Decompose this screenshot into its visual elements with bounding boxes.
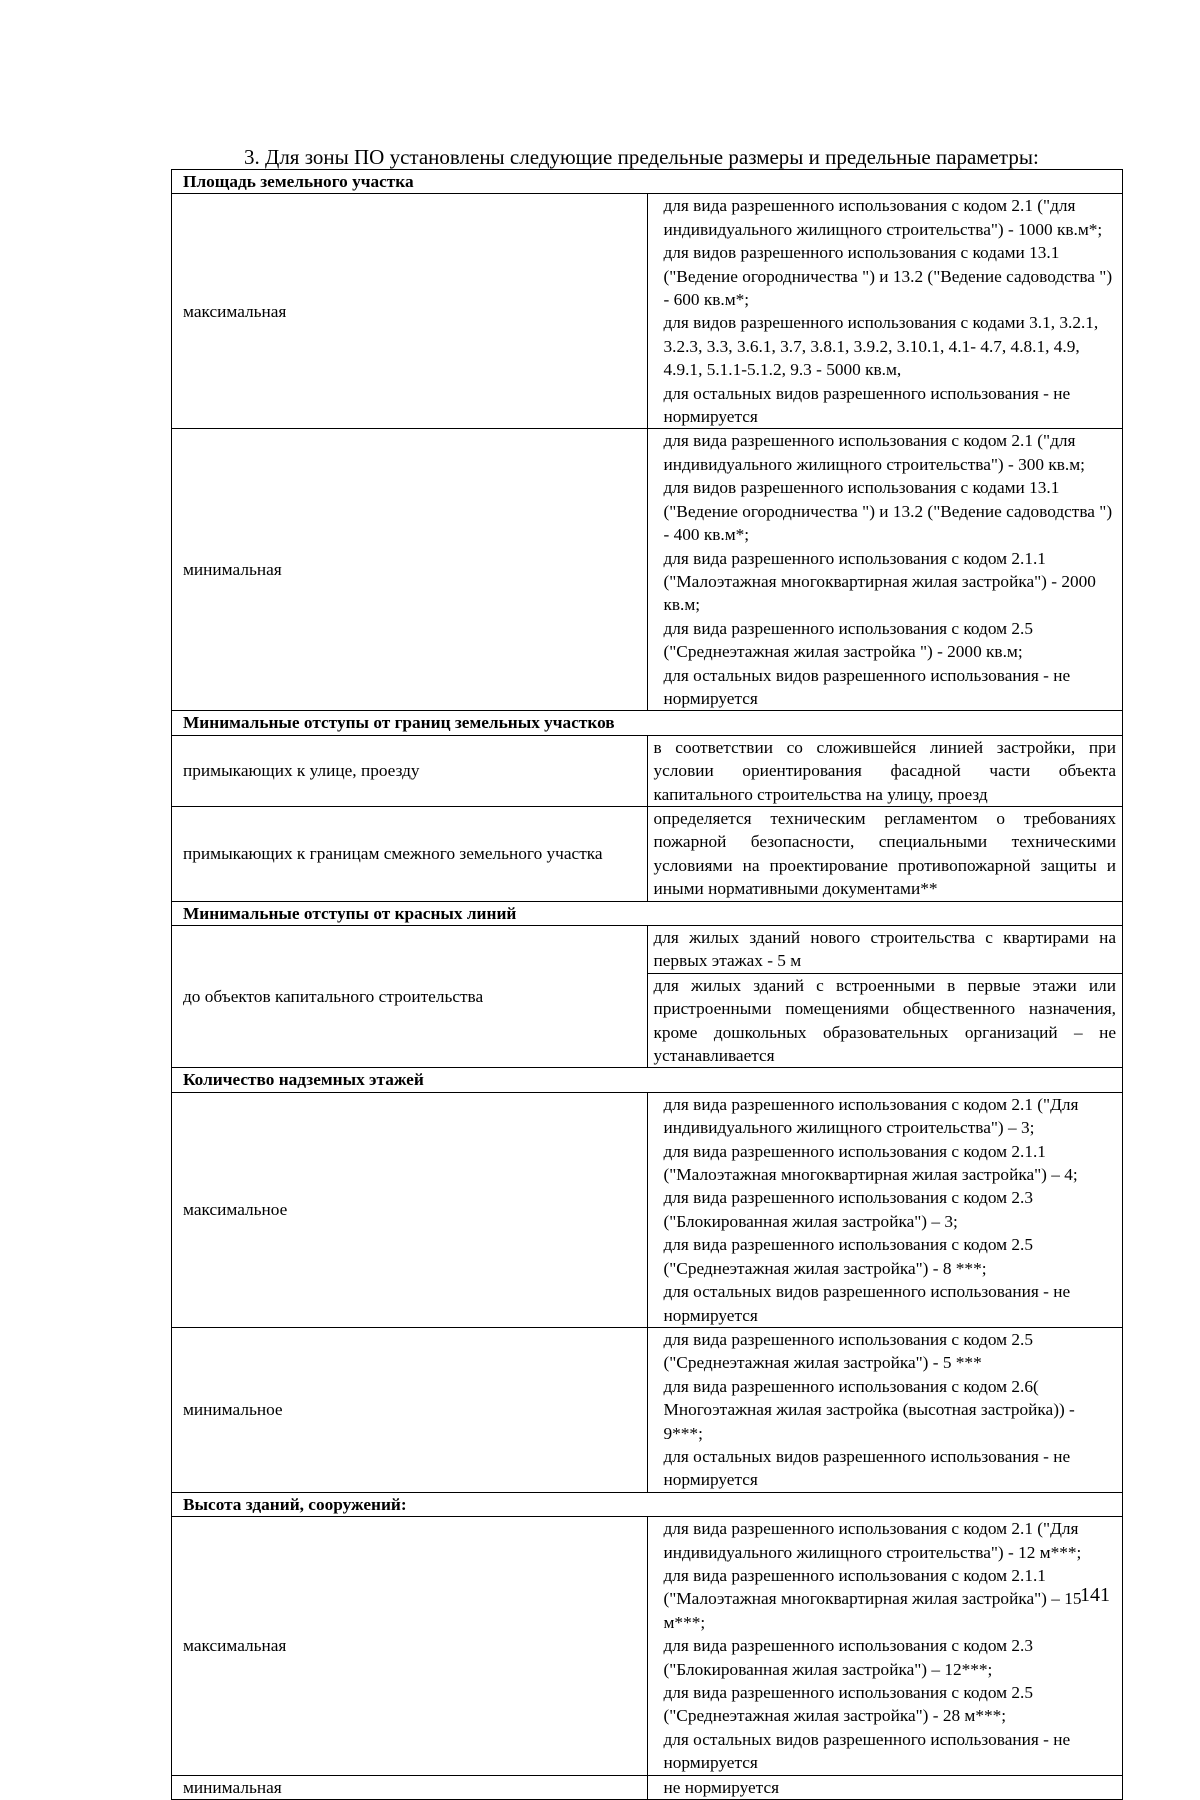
value-line: для видов разрешенного использования с кодами 13.1 ("Ведение огородничества ") и 13.2 ("Ведение садоводства ") - 400 кв.м*; xyxy=(663,478,1113,545)
table-row xyxy=(172,1775,1123,1799)
value-line: для вида разрешенного использования с кодом 2.5 ("Среднеэтажная жилая застройка") - 5 *** xyxy=(663,1329,1033,1373)
parameter-label: минимальная xyxy=(172,1775,648,1799)
value-line: для остальных видов разрешенного использования - не нормируется xyxy=(663,1282,1071,1325)
parameter-value xyxy=(647,973,1123,1068)
parameter-value xyxy=(647,429,1123,711)
table-row xyxy=(172,806,1123,901)
section-title: Минимальные отступы от границ земельных участков xyxy=(172,711,1123,735)
table-row xyxy=(172,429,1123,711)
value-line: для вида разрешенного использования с кодом 2.1 ("Для индивидуального жилищного строительства") - 12 м***; xyxy=(663,1519,1082,1562)
parameter-value xyxy=(647,926,1123,974)
section-title: Высота зданий, сооружений: xyxy=(172,1492,1123,1516)
parameter-label: максимальная xyxy=(172,194,648,429)
value-line: для вида разрешенного использования с кодом 2.1 ("Для индивидуального жилищного строительства") – 3; xyxy=(663,1094,1079,1138)
value-line: для остальных видов разрешенного использования - не нормируется xyxy=(663,1446,1071,1490)
value-line: для остальных видов разрешенного использования - не нормируется xyxy=(663,383,1071,427)
section-header-row xyxy=(172,1492,1123,1516)
value-line: для вида разрешенного использования с кодом 2.3 ("Блокированная жилая застройка") – 12***; xyxy=(663,1636,1033,1679)
value-line: для остальных видов разрешенного использования - не нормируется xyxy=(663,665,1071,708)
parameter-value xyxy=(647,735,1123,806)
table-row xyxy=(172,926,1123,974)
value-line: для вида разрешенного использования с кодом 2.3 ("Блокированная жилая застройка") – 3; xyxy=(663,1188,1033,1231)
parameter-label: максимальная xyxy=(172,1517,648,1775)
value-line: для вида разрешенного использования с кодом 2.5 ("Среднеэтажная жилая застройка") - 8 ***; xyxy=(663,1235,1033,1278)
value-line: для жилых зданий с встроенными в первые этажи или пристроенными помещениями общественного назначения, кроме дошкольных образовательных организаций – не устанавливается xyxy=(653,975,1116,1066)
parameter-label: максимальное xyxy=(172,1092,648,1327)
value-line: для вида разрешенного использования с кодом 2.1.1 ("Малоэтажная многоквартирная жилая застройка") – 4; xyxy=(663,1141,1078,1185)
section-header-row xyxy=(172,1068,1123,1092)
page-number: 141 xyxy=(1080,1584,1110,1606)
value-line: для вида разрешенного использования с кодом 2.6( Многоэтажная жилая застройка (высотная застройка)) - 9***; xyxy=(663,1376,1075,1443)
table-row xyxy=(172,1327,1123,1492)
value-line: определяется техническим регламентом о требованиях пожарной безопасности, специальными техническими условиями на проектирование противопожарной защиты и иными нормативными документами** xyxy=(653,808,1116,899)
value-line: не нормируется xyxy=(663,1777,780,1797)
value-line: в соответствии со сложившейся линией застройки, при условии ориентирования фасадной части объекта капитального строительства на улицу, проезд xyxy=(653,737,1116,804)
parameter-label: примыкающих к границам смежного земельного участка xyxy=(172,806,648,901)
intro-paragraph: 3. Для зоны ПО установлены следующие предельные размеры и предельные параметры: xyxy=(244,145,1039,169)
section-header-row xyxy=(172,170,1123,194)
parameter-value xyxy=(647,806,1123,901)
value-line: для видов разрешенного использования с кодами 3.1, 3.2.1, 3.2.3, 3.3, 3.6.1, 3.7, 3.8.1, 3.9.2, 3.10.1, 4.1- 4.7, 4.8.1, 4.9, 4.9.1, 5.1.1-5.1.2, 9.3 - 5000 кв.м, xyxy=(663,313,1099,380)
value-line: для остальных видов разрешенного использования - не нормируется xyxy=(663,1729,1071,1773)
parameter-value xyxy=(647,194,1123,429)
parameter-label: минимальная xyxy=(172,429,648,711)
parameter-label: примыкающих к улице, проезду xyxy=(172,735,648,806)
section-title: Площадь земельного участка xyxy=(172,170,1123,194)
parameters-table-body xyxy=(172,170,1123,1800)
value-line: для вида разрешенного использования с кодом 2.1.1 ("Малоэтажная многоквартирная жилая застройка") - 2000 кв.м; xyxy=(663,548,1096,615)
parameters-table xyxy=(171,169,1123,1800)
table-row xyxy=(172,1517,1123,1775)
value-line: для вида разрешенного использования с кодом 2.1.1 ("Малоэтажная многоквартирная жилая застройка") – 15 м***; xyxy=(663,1565,1082,1632)
table-row xyxy=(172,1092,1123,1327)
parameter-value xyxy=(647,1517,1123,1775)
section-header-row xyxy=(172,711,1123,735)
table-row xyxy=(172,735,1123,806)
table-row xyxy=(172,194,1123,429)
value-line: для вида разрешенного использования с кодом 2.5 ("Среднеэтажная жилая застройка ") - 2000 кв.м; xyxy=(663,618,1033,662)
parameter-value xyxy=(647,1092,1123,1327)
section-header-row xyxy=(172,901,1123,925)
value-line: для видов разрешенного использования с кодами 13.1 ("Ведение огородничества ") и 13.2 ("Ведение садоводства ") - 600 кв.м*; xyxy=(663,243,1113,310)
parameter-label: минимальное xyxy=(172,1327,648,1492)
parameter-label: до объектов капитального строительства xyxy=(172,926,648,1068)
value-line: для жилых зданий нового строительства с квартирами на первых этажах - 5 м xyxy=(653,928,1116,971)
value-line: для вида разрешенного использования с кодом 2.1 ("для индивидуального жилищного строительства") - 1000 кв.м*; xyxy=(663,196,1103,239)
section-title: Количество надземных этажей xyxy=(172,1068,1123,1092)
section-title: Минимальные отступы от красных линий xyxy=(172,901,1123,925)
value-line: для вида разрешенного использования с кодом 2.1 ("для индивидуального жилищного строительства") - 300 кв.м; xyxy=(663,431,1085,474)
document-page xyxy=(171,145,1126,1800)
parameter-value xyxy=(647,1327,1123,1492)
parameter-value xyxy=(647,1775,1123,1799)
value-line: для вида разрешенного использования с кодом 2.5 ("Среднеэтажная жилая застройка") - 28 м***; xyxy=(663,1683,1033,1726)
